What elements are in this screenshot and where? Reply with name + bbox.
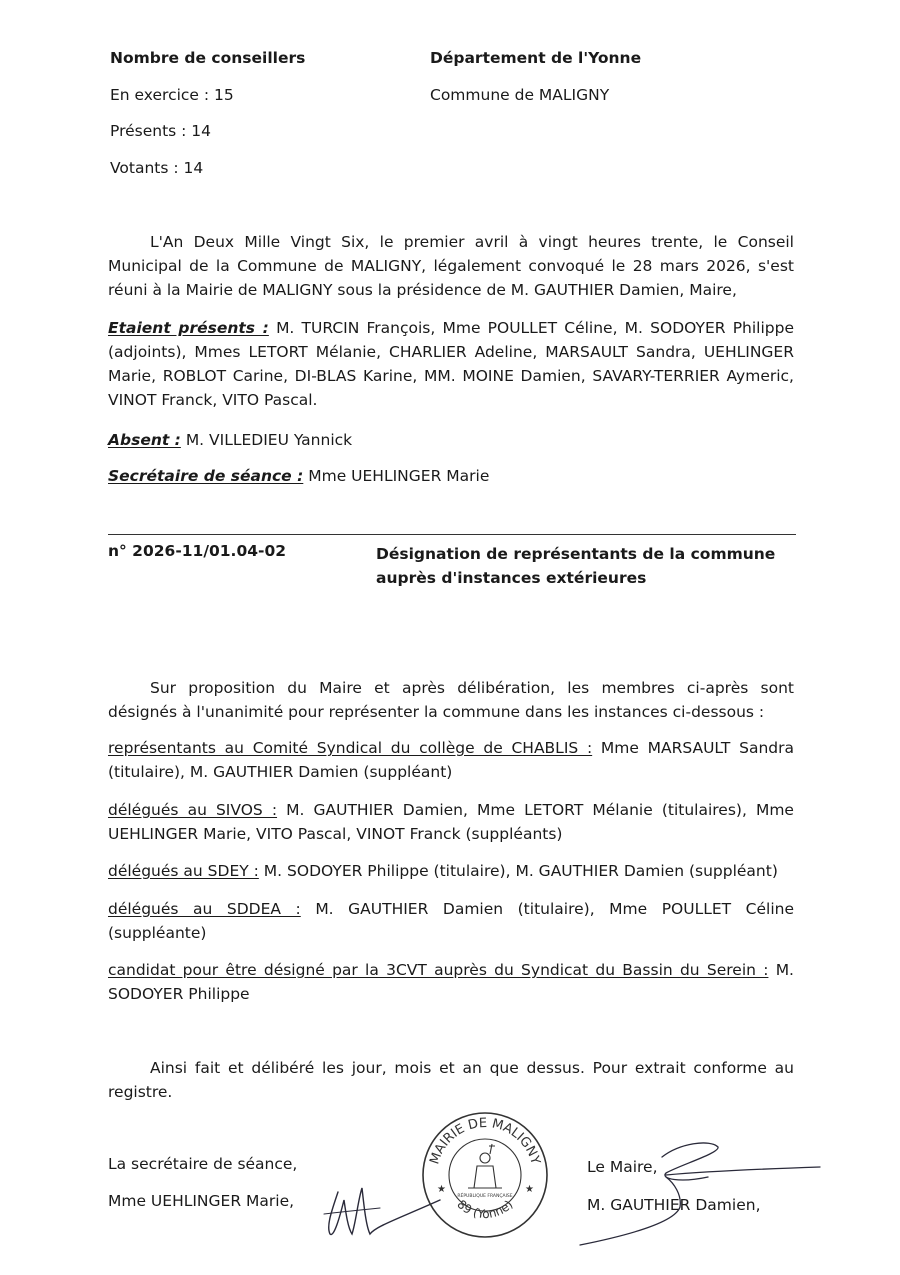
designation-text: M. GAUTHIER Damien (titulaire), Mme POULLET Céline (suppléante): [108, 900, 794, 942]
secretaire-paragraph: [108, 464, 794, 488]
designation-item: [108, 736, 794, 784]
closing-paragraph: Ainsi fait et délibéré les jour, mois et an que dessus. Pour extrait conforme au registre.: [108, 1059, 794, 1101]
designation-label: candidat pour être désigné par la 3CVT auprès du Syndicat du Bassin du Serein :: [108, 961, 769, 979]
designation-item: [108, 958, 794, 1006]
designation-item: [108, 798, 794, 846]
absent-name: M. VILLEDIEU Yannick: [185, 431, 353, 449]
en-exercice: En exercice : 15: [110, 86, 234, 104]
absent-paragraph: [108, 428, 794, 452]
presents-label: Etaient présents :: [108, 319, 269, 337]
commune-title: Commune de MALIGNY: [430, 86, 610, 104]
deliberation-number: n° 2026-11/01.04-02: [108, 542, 287, 560]
secretaire-label: Secrétaire de séance :: [108, 467, 304, 485]
presents-list: M. TURCIN François, Mme POULLET Céline, M. SODOYER Philippe (adjoints), Mmes LETORT Mélanie, CHARLIER Adeline, MARSAULT Sandra, UEHLINGER Marie, ROBLOT Carine, DI-BLAS Karine, MM. MOINE Damien, SAVARY-TERRIER Aymeric, VINOT Franck, VITO Pascal.: [108, 319, 794, 409]
designation-item: [108, 897, 794, 945]
designation-text: M. SODOYER Philippe: [108, 961, 794, 1003]
designation-label: délégués au SDDEA :: [108, 900, 301, 918]
designation-text: M. GAUTHIER Damien, Mme LETORT Mélanie (titulaires), Mme UEHLINGER Marie, VITO Pascal, VINOT Franck (suppléants): [108, 801, 794, 843]
proposal-paragraph: Sur proposition du Maire et après délibération, les membres ci-après sont désignés à l'unanimité pour représenter la commune dans les instances ci-dessous :: [108, 679, 794, 721]
deliberation-title: Désignation de représentants de la commune auprès d'instances extérieures: [376, 545, 776, 587]
mayor-name: M. GAUTHIER Damien,: [587, 1196, 761, 1214]
stamp-bottom-text: 89 (Yonne): [454, 1197, 516, 1222]
svg-text:MAIRIE DE MALIGNY: [427, 1116, 542, 1166]
designation-text: Mme MARSAULT Sandra (titulaire), M. GAUTHIER Damien (suppléant): [108, 739, 794, 781]
designation-label: délégués au SIVOS :: [108, 801, 278, 819]
votants-count: Votants : 14: [110, 159, 204, 177]
mayor-title: Le Maire,: [587, 1158, 658, 1176]
absent-label: Absent :: [108, 431, 181, 449]
mayor-signature: [570, 1135, 830, 1255]
designation-label: représentants au Comité Syndical du collège de CHABLIS :: [108, 739, 593, 757]
secretary-title: La secrétaire de séance,: [108, 1155, 298, 1173]
svg-text:89 (Yonne): [454, 1197, 515, 1221]
intro-paragraph: L'An Deux Mille Vingt Six, le premier avril à vingt heures trente, le Conseil Municipal de la Commune de MALIGNY, légalement convoqué le 28 mars 2026, s'est réuni à la Mairie de MALIGNY sous la présidence de M. GAUTHIER Damien, Maire,: [108, 233, 794, 299]
designation-item: [108, 859, 794, 883]
secretaire-name: Mme UEHLINGER Marie: [308, 467, 490, 485]
section-divider: [108, 534, 796, 535]
mairie-stamp: [420, 1110, 550, 1240]
designation-label: délégués au SDEY :: [108, 862, 259, 880]
stamp-star-icon: ★: [525, 1184, 534, 1195]
stamp-star-icon: ★: [437, 1184, 446, 1195]
marianne-icon: [468, 1144, 502, 1188]
presents-paragraph: [108, 316, 794, 412]
department-title: Département de l'Yonne: [430, 49, 642, 67]
header-left-title: Nombre de conseillers: [110, 49, 306, 67]
secretary-name: Mme UEHLINGER Marie,: [108, 1192, 295, 1210]
stamp-center-text: RÉPUBLIQUE FRANÇAISE: [457, 1194, 513, 1199]
stamp-top-text: MAIRIE DE MALIGNY: [427, 1115, 543, 1167]
presents-count: Présents : 14: [110, 122, 212, 140]
designation-text: M. SODOYER Philippe (titulaire), M. GAUTHIER Damien (suppléant): [263, 862, 778, 880]
